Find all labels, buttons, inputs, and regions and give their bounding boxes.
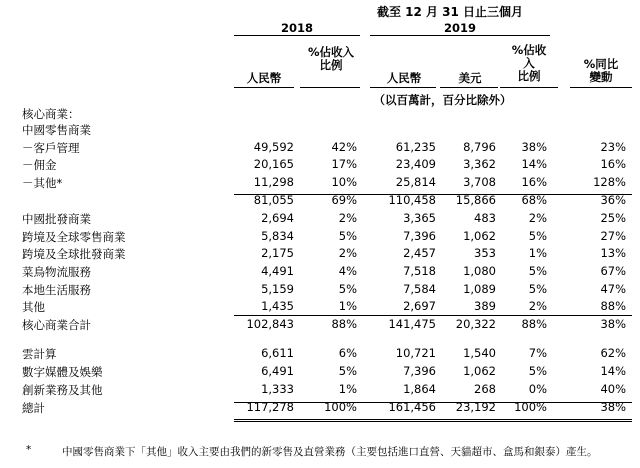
cell: 14% [521,157,547,171]
cell: 5% [338,282,357,296]
cell: 1,864 [403,382,436,396]
cell: 7,518 [403,264,436,278]
cell: 2% [338,246,357,260]
cell: 7,396 [403,229,436,243]
row-label: －佣金 [22,158,57,172]
cell: 2,697 [403,299,436,313]
footnote-mark: * [26,444,32,456]
row-label: 數字媒體及娛樂 [22,365,103,379]
row-label: 跨境及全球零售商業 [22,230,126,244]
cell: 100% [514,400,547,414]
cell: 88% [521,317,547,331]
cell: 1,333 [261,382,294,396]
cell: 1,540 [463,346,496,360]
rule-total-top [234,402,632,403]
cell: 36% [600,193,626,207]
cell: 161,456 [388,400,436,414]
cell: 141,475 [388,317,436,331]
row-label: 菜鳥物流服務 [22,265,91,279]
footnote-text: 中國零售商業下「其他」收入主要由我們的新零售及直營業務（主要包括進口直營、天貓超市、盒馬和銀泰）產生。 [62,446,598,458]
row-label: 核心商業： [22,107,80,121]
cell: 81,055 [253,193,294,207]
cell: 3,708 [463,175,496,189]
period-header: 截至 12 月 31 日止三個月 [376,5,524,19]
cell: 25,814 [395,175,436,189]
cell: 1,062 [463,229,496,243]
cell: 3,365 [403,211,436,225]
cell: 14% [600,364,626,378]
cell: 47% [600,282,626,296]
year-2018-header: 2018 [280,21,313,35]
cell: 62% [600,346,626,360]
row-label: 中國零售商業 [22,123,91,137]
rule-col-5 [500,87,558,88]
cell: 5% [528,264,547,278]
cell: 1,435 [261,299,294,313]
rule-col-6 [570,87,632,88]
cell: 20,165 [253,157,294,171]
cell: 38% [600,317,626,331]
cell: 8,796 [463,140,496,154]
cell: 389 [474,299,496,313]
col-yoy: %同比 變動 [583,57,619,84]
cell: 2% [528,299,547,313]
rule-col-1 [234,87,294,88]
cell: 11,298 [253,175,294,189]
cell: 69% [331,193,357,207]
rule-2018 [234,35,360,36]
cell: 49,592 [253,140,294,154]
cell: 17% [331,157,357,171]
cell: 2,694 [261,211,294,225]
cell: 2% [338,211,357,225]
cell: 10,721 [395,346,436,360]
cell: 13% [600,246,626,260]
cell: 16% [600,157,626,171]
cell: 5,159 [261,282,294,296]
cell: 483 [474,211,496,225]
cell: 1,080 [463,264,496,278]
row-label: 跨境及全球批發商業 [22,247,126,261]
col-usd-2019: 美元 [458,71,482,85]
cell: 4% [338,264,357,278]
cell: 268 [474,382,496,396]
row-label: 創新業務及其他 [22,383,103,397]
cell: 4,491 [261,264,294,278]
cell: 23% [600,140,626,154]
cell: 88% [600,299,626,313]
unit-note: （以百萬計，百分比除外） [373,93,512,107]
row-label: 核心商業合計 [22,318,91,332]
cell: 7,584 [403,282,436,296]
cell: 20,322 [455,317,496,331]
row-label: 中國批發商業 [22,212,91,226]
cell: 7% [528,346,547,360]
cell: 0% [528,382,547,396]
cell: 5% [528,229,547,243]
rule-col-2 [300,87,360,88]
rule-total-bottom-2 [234,421,632,422]
cell: 6% [338,346,357,360]
cell: 38% [521,140,547,154]
cell: 5% [338,229,357,243]
cell: 1% [528,246,547,260]
row-label: －客戶管理 [22,141,80,155]
cell: 61,235 [395,140,436,154]
cell: 6,611 [261,346,294,360]
cell: 16% [521,175,547,189]
cell: 23,192 [455,400,496,414]
cell: 1% [338,299,357,313]
cell: 5% [528,282,547,296]
col-rmb-2019: 人民幣 [386,71,422,85]
cell: 3,362 [463,157,496,171]
rule-total-bottom-1 [234,419,632,420]
cell: 25% [600,211,626,225]
cell: 1% [338,382,357,396]
cell: 5% [338,364,357,378]
cell: 1,089 [463,282,496,296]
cell: 353 [474,246,496,260]
row-label: 本地生活服務 [22,283,91,297]
cell: 1,062 [463,364,496,378]
col-rmb-2018: 人民幣 [246,71,282,85]
cell: 88% [331,317,357,331]
cell: 102,843 [246,317,294,331]
cell: 2% [528,211,547,225]
rule-core-total [234,315,632,316]
rule-col-4 [440,87,498,88]
cell: 68% [521,193,547,207]
cell: 42% [331,140,357,154]
cell: 110,458 [388,193,436,207]
rule-2019 [370,35,550,36]
cell: 128% [593,175,626,189]
cell: 23,409 [395,157,436,171]
rule-subtotal [234,194,632,195]
cell: 67% [600,264,626,278]
cell: 38% [600,400,626,414]
row-label: －其他* [22,176,63,190]
row-label: 雲計算 [22,347,57,361]
cell: 2,175 [261,246,294,260]
cell: 5% [528,364,547,378]
col-pct-2018: %佔收入 比例 [307,45,355,72]
cell: 2,457 [403,246,436,260]
rule-col-3 [370,87,436,88]
cell: 15,866 [455,193,496,207]
row-label: 總計 [22,401,45,415]
cell: 40% [600,382,626,396]
cell: 5,834 [261,229,294,243]
col-pct-2019: %佔收 入 比例 [511,43,547,83]
year-2019-header: 2019 [443,21,476,35]
cell: 117,278 [246,400,294,414]
row-label: 其他 [22,300,45,314]
cell: 7,396 [403,364,436,378]
cell: 27% [600,229,626,243]
cell: 100% [324,400,357,414]
cell: 6,491 [261,364,294,378]
cell: 10% [331,175,357,189]
